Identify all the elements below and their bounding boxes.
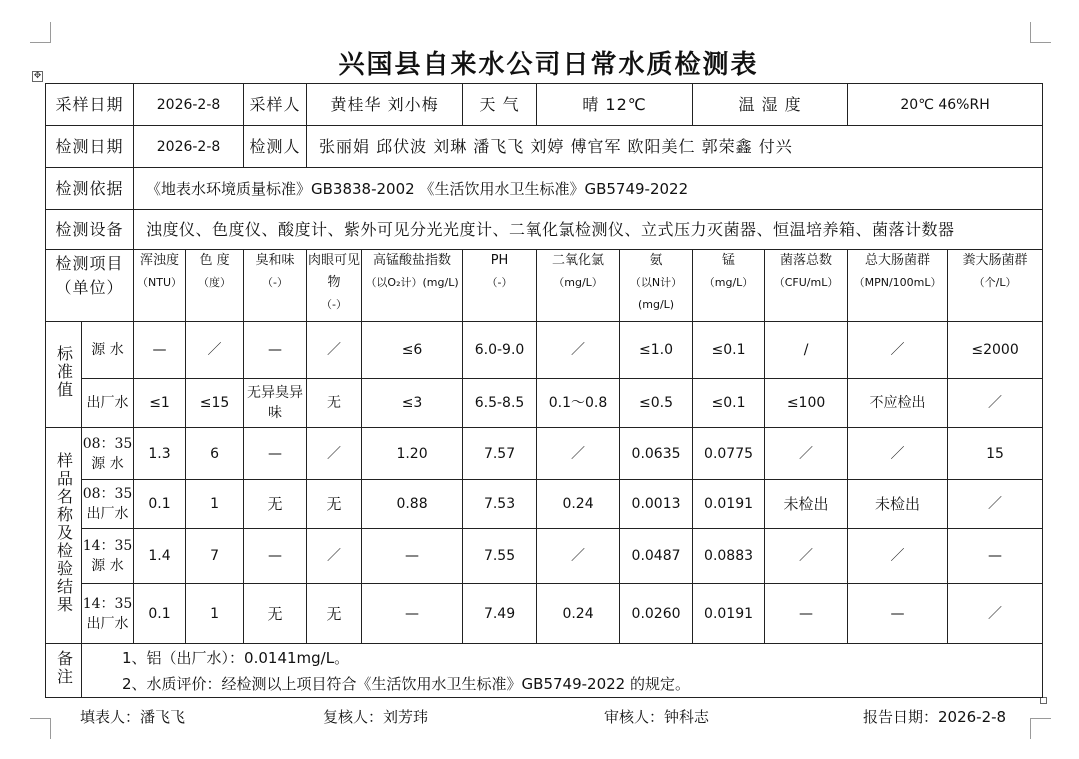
cell: ≤100 xyxy=(765,379,848,428)
water-quality-table xyxy=(45,83,1043,698)
cell: — xyxy=(134,322,186,379)
cell: — xyxy=(362,584,463,644)
col-unit: （NTU） xyxy=(137,276,183,289)
cell: ／ xyxy=(848,529,948,584)
crop-mark-top-left xyxy=(30,22,51,43)
weather-value: 晴 12℃ xyxy=(537,84,693,126)
samples-group-text: 样品名称及检验结果 xyxy=(54,452,74,614)
cell: 1 xyxy=(186,480,244,529)
cell: — xyxy=(848,584,948,644)
col-unit: （以O₂计）(mg/L) xyxy=(365,276,459,289)
col-name: 高锰酸盐指数 xyxy=(373,253,452,268)
cell: 7.55 xyxy=(463,529,537,584)
col-header-visible-matter xyxy=(307,250,362,322)
sample-label xyxy=(82,529,134,584)
sample-type: 出厂水 xyxy=(86,506,129,522)
cell: 0.24 xyxy=(537,480,620,529)
row-equipment xyxy=(46,210,1043,250)
sample-time: 08：35 xyxy=(82,435,133,452)
sample-type: 源 水 xyxy=(91,558,124,574)
cell: 0.0260 xyxy=(620,584,693,644)
cell: ／ xyxy=(948,584,1043,644)
col-header-ph xyxy=(463,250,537,322)
table-row xyxy=(46,529,1043,584)
cell: ／ xyxy=(948,379,1043,428)
crop-mark-top-right xyxy=(1030,22,1051,43)
cell: ／ xyxy=(537,529,620,584)
col-header-colony-count xyxy=(765,250,848,322)
sample-label xyxy=(82,584,134,644)
col-name: 臭和味 xyxy=(255,253,295,268)
col-header-manganese xyxy=(693,250,765,322)
test-date-value: 2026-2-8 xyxy=(134,126,244,168)
cell: — xyxy=(244,428,307,480)
cell: 未检出 xyxy=(848,480,948,529)
sample-type: 出厂水 xyxy=(86,615,129,632)
cell: 0.0191 xyxy=(693,480,765,529)
cell: ≤0.1 xyxy=(693,379,765,428)
cell: 0.0775 xyxy=(693,428,765,480)
col-unit: （MPN/100mL） xyxy=(853,276,942,289)
cell: — xyxy=(244,529,307,584)
cell: 无 xyxy=(307,584,362,644)
notes-label xyxy=(46,644,82,698)
cell: ≤6 xyxy=(362,322,463,379)
temp-humidity-value: 20℃ 46%RH xyxy=(848,84,1043,126)
cell: ≤0.1 xyxy=(693,322,765,379)
col-name: 总大肠菌群 xyxy=(865,253,931,268)
table-row xyxy=(46,480,1043,529)
cell: 无 xyxy=(307,480,362,529)
item-label: 检测项目 xyxy=(55,254,124,273)
cell: 6 xyxy=(186,428,244,480)
sampling-date-value: 2026-2-8 xyxy=(134,84,244,126)
cell: ／ xyxy=(186,322,244,379)
col-unit: （-） xyxy=(262,276,289,289)
equipment-label: 检测设备 xyxy=(46,210,134,250)
cell: ／ xyxy=(307,428,362,480)
table-row xyxy=(46,584,1043,644)
cell: — xyxy=(948,529,1043,584)
crop-mark-bottom-left xyxy=(30,718,51,739)
table-row xyxy=(46,428,1043,480)
cell: ／ xyxy=(765,529,848,584)
cell: — xyxy=(765,584,848,644)
col-name: 氨 xyxy=(649,253,663,268)
col-unit: （-） xyxy=(321,298,348,311)
cell: 7.53 xyxy=(463,480,537,529)
row-label: 源 水 xyxy=(82,322,134,379)
cell: 无 xyxy=(244,480,307,529)
basis-value: 《地表水环境质量标准》GB3838-2002 《生活饮用水卫生标准》GB5749-2022 xyxy=(134,168,1043,210)
standard-group-text: 标准值 xyxy=(54,345,74,399)
sampler-label: 采样人 xyxy=(244,84,307,126)
col-unit: （mg/L） xyxy=(703,276,754,289)
cell: 7.57 xyxy=(463,428,537,480)
cell: 0.0635 xyxy=(620,428,693,480)
cell: 1.20 xyxy=(362,428,463,480)
table-row xyxy=(46,379,1043,428)
tester-label: 检测人 xyxy=(244,126,307,168)
col-name: 浑浊度 xyxy=(140,253,180,268)
col-name: 锰 xyxy=(722,253,736,268)
row-basis xyxy=(46,168,1043,210)
cell: 0.0883 xyxy=(693,529,765,584)
cell: ≤3 xyxy=(362,379,463,428)
col-header-chlorine-dioxide xyxy=(537,250,620,322)
cell: ≤2000 xyxy=(948,322,1043,379)
col-header-odor xyxy=(244,250,307,322)
col-unit: （mg/L） xyxy=(553,276,603,289)
cell: ／ xyxy=(765,428,848,480)
notes-content xyxy=(82,644,1043,698)
cell: ／ xyxy=(948,480,1043,529)
note-line: 1、铝（出厂水）：0.0141mg/L。 xyxy=(122,648,350,667)
col-unit: （-） xyxy=(486,276,513,289)
cell: 0.24 xyxy=(537,584,620,644)
equipment-value: 浊度仪、色度仪、酸度计、紫外可见分光光度计、二氧化氯检测仪、立式压力灭菌器、恒温培养箱、菌落计数器 xyxy=(134,210,1043,250)
sample-label xyxy=(82,428,134,480)
col-header-ammonia xyxy=(620,250,693,322)
cell: 0.1 xyxy=(134,480,186,529)
cell: ／ xyxy=(537,428,620,480)
cell: 无异臭异味 xyxy=(244,379,307,428)
cell: / xyxy=(765,322,848,379)
testers-value: 张丽娟 邱伏波 刘琳 潘飞飞 刘婷 傅官军 欧阳美仁 郭荣鑫 付兴 xyxy=(307,126,1043,168)
sample-time: 14：35 xyxy=(82,538,133,554)
cell: 6.5-8.5 xyxy=(463,379,537,428)
cell: 0.0191 xyxy=(693,584,765,644)
cell: ／ xyxy=(307,529,362,584)
cell: — xyxy=(362,529,463,584)
col-header-fecal-coliforms xyxy=(948,250,1043,322)
samples-group-label xyxy=(46,428,82,644)
cell: 1.3 xyxy=(134,428,186,480)
row-notes xyxy=(46,644,1043,698)
cell: 0.1 xyxy=(134,584,186,644)
col-name: 二氧化氯 xyxy=(552,253,605,268)
col-name: PH xyxy=(490,253,509,268)
col-header-total-coliforms xyxy=(848,250,948,322)
basis-label: 检测依据 xyxy=(46,168,134,210)
col-header-permanganate xyxy=(362,250,463,322)
footer-report-date: 报告日期：2026-2-8 xyxy=(863,708,1007,726)
temp-humidity-label: 温 湿 度 xyxy=(693,84,848,126)
cell: 不应检出 xyxy=(848,379,948,428)
sampling-date-label: 采样日期 xyxy=(46,84,134,126)
col-name: 肉眼可见物 xyxy=(308,253,361,290)
table-row xyxy=(46,322,1043,379)
cell: ≤1 xyxy=(134,379,186,428)
sample-time: 08：35 xyxy=(82,486,133,502)
cell: ≤0.5 xyxy=(620,379,693,428)
footer-filler: 填表人：潘飞飞 xyxy=(80,708,186,726)
sample-type: 源 水 xyxy=(91,455,124,472)
cell: 1.4 xyxy=(134,529,186,584)
col-header-turbidity xyxy=(134,250,186,322)
cell: ≤15 xyxy=(186,379,244,428)
cell: 15 xyxy=(948,428,1043,480)
sample-label xyxy=(82,480,134,529)
row-label: 出厂水 xyxy=(82,379,134,428)
cell: — xyxy=(244,322,307,379)
standard-group-label xyxy=(46,322,82,428)
row-test-info xyxy=(46,126,1043,168)
cell: ／ xyxy=(537,322,620,379)
row-column-headers xyxy=(46,250,1043,322)
col-unit: （个/L） xyxy=(973,276,1017,289)
cell: 7.49 xyxy=(463,584,537,644)
cell: 1 xyxy=(186,584,244,644)
cell: 无 xyxy=(244,584,307,644)
cell: 未检出 xyxy=(765,480,848,529)
footer-reviewer: 复核人：刘芳玮 xyxy=(323,708,429,726)
cell: 6.0-9.0 xyxy=(463,322,537,379)
sample-time: 14：35 xyxy=(82,595,133,612)
crop-mark-bottom-right xyxy=(1030,718,1051,739)
sampler-value: 黄桂华 刘小梅 xyxy=(307,84,463,126)
cell: ≤1.0 xyxy=(620,322,693,379)
notes-label-text: 备注 xyxy=(54,650,74,686)
item-header xyxy=(46,250,134,322)
cell: ／ xyxy=(307,322,362,379)
col-unit: （CFU/mL） xyxy=(773,276,839,289)
cell: 0.0013 xyxy=(620,480,693,529)
col-name: 菌落总数 xyxy=(780,253,833,268)
cell: ／ xyxy=(848,428,948,480)
cell: 0.88 xyxy=(362,480,463,529)
col-name: 色 度 xyxy=(199,253,230,268)
col-unit: （度） xyxy=(198,276,232,289)
cell: 0.0487 xyxy=(620,529,693,584)
col-name: 粪大肠菌群 xyxy=(962,253,1028,268)
cell: ／ xyxy=(848,322,948,379)
table-resize-handle[interactable] xyxy=(1040,697,1047,704)
col-header-color xyxy=(186,250,244,322)
document-title: 兴国县自来水公司日常水质检测表 xyxy=(338,50,759,80)
col-unit: （以N计）(mg/L) xyxy=(629,276,683,311)
cell: 无 xyxy=(307,379,362,428)
table-move-handle-icon[interactable]: ✥ xyxy=(33,71,42,81)
row-sampling-info xyxy=(46,84,1043,126)
cell: 0.1～0.8 xyxy=(537,379,620,428)
note-line: 2、水质评价：经检测以上项目符合《生活饮用水卫生标准》GB5749-2022 的规定。 xyxy=(122,674,690,693)
weather-label: 天 气 xyxy=(463,84,537,126)
test-date-label: 检测日期 xyxy=(46,126,134,168)
cell: 7 xyxy=(186,529,244,584)
footer-auditor: 审核人：钟科志 xyxy=(604,708,710,726)
item-unit: （单位） xyxy=(55,278,124,297)
